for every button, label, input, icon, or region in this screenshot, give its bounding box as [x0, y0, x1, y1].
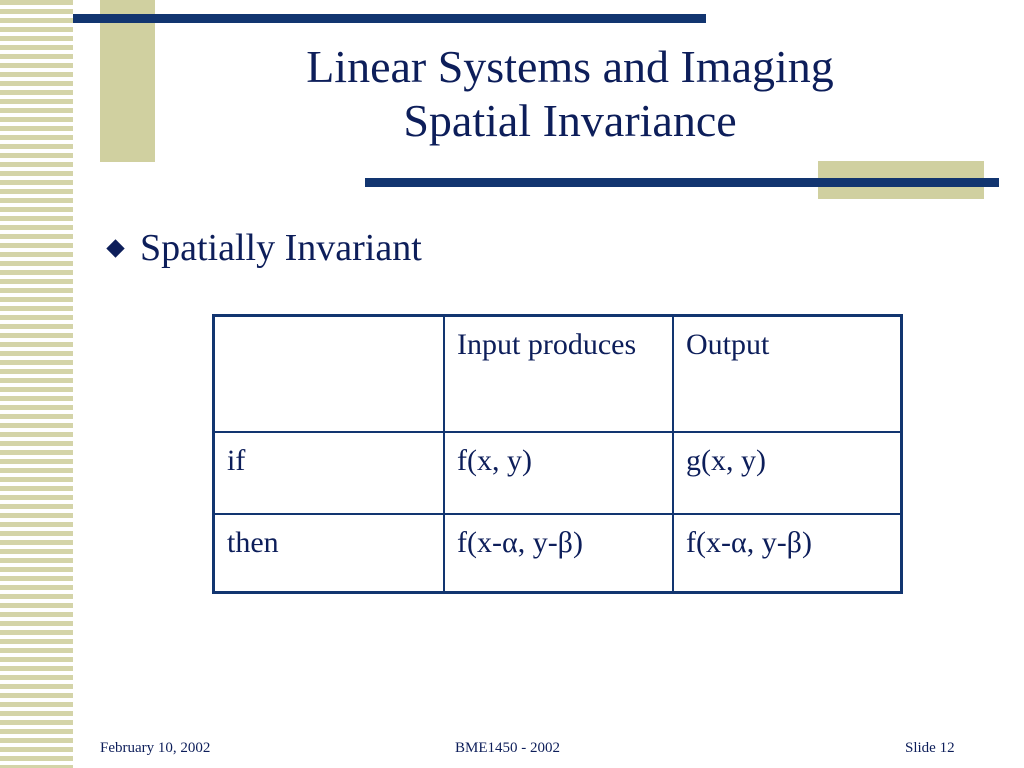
table-row: [214, 432, 902, 514]
decorative-rule-bottom: [365, 178, 999, 187]
table-cell: f(x-α, y-β): [673, 514, 902, 593]
slide-title-line-2: Spatial Invariance: [403, 95, 737, 146]
bullet-item: [105, 224, 422, 272]
table-cell: f(x, y): [444, 432, 673, 514]
table-header-row: [214, 316, 902, 433]
decorative-stripes: [0, 0, 73, 768]
footer-date: February 10, 2002: [100, 740, 211, 756]
table-cell: g(x, y): [673, 432, 902, 514]
table-header-cell: Output: [673, 316, 902, 433]
table-row: [214, 514, 902, 593]
decorative-block-top: [100, 0, 155, 162]
slide-title: [160, 40, 980, 148]
table-cell: then: [214, 514, 445, 593]
table-header-cell: [214, 316, 445, 433]
slide-title-line-1: Linear Systems and Imaging: [306, 41, 834, 92]
table-header-cell: Input produces: [444, 316, 673, 433]
table-cell: if: [214, 432, 445, 514]
invariance-table: [212, 314, 903, 594]
footer-slide-number: Slide 12: [905, 740, 955, 756]
bullet-text: Spatially Invariant: [140, 227, 422, 269]
table-cell: f(x-α, y-β): [444, 514, 673, 593]
decorative-rule-top: [73, 14, 706, 23]
footer-course: BME1450 - 2002: [455, 740, 560, 756]
diamond-bullet-icon: [106, 239, 124, 257]
